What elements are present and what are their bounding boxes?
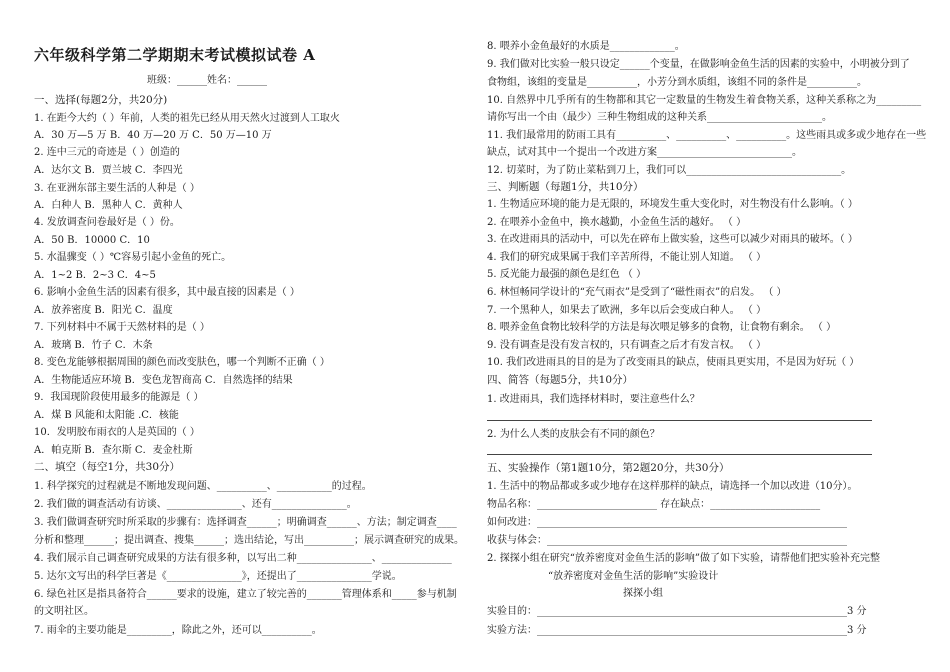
- question-line: 8. 变色龙能够根据周围的颜色而改变肤色，哪一个判断不正确（ ）: [34, 357, 330, 368]
- student-info-line: 班级：______姓名：______: [147, 75, 267, 86]
- question-line: 7. 下列材料中不属于天然材料的是（ ）: [34, 322, 210, 333]
- judgement-item: 3. 在改进雨具的活动中，可以先在碎布上做实验，这些可以减少对雨具的破坏。（ ）: [487, 234, 858, 245]
- options-line: A．放养密度 B．阳光 C．温度: [34, 305, 173, 316]
- answer-line: [487, 420, 872, 421]
- options-line: A．30 万—5 万 B．40 万—20 万 C．50 万—10 万: [34, 130, 272, 141]
- section-heading: 五、实验操作（第1题10分，第2题20分，共30分）: [487, 462, 730, 474]
- question-line: 10. 自然界中几乎所有的生物都和其它一定数量的生物发生着食物关系，这种关系称之为_________: [487, 95, 922, 106]
- question-line: 食物组，该组的变量是__________，小芳分到水质组，该组不同的条件是__________。: [487, 77, 867, 88]
- judgement-item: 4. 我们的研究成果属于我们辛苦所得，不能让别人知道。 （ ）: [487, 252, 767, 263]
- options-line: A．1~2 B．2~3 C．4~5: [34, 270, 156, 281]
- question-line: 分析和整理______；提出调查、搜集______；选出结论，写出__________；展示调查研究的成果。: [34, 535, 464, 546]
- judgement-item: 10. 我们改进雨具的目的是为了改变雨具的缺点，使雨具更实用，不是因为好玩（ ）: [487, 357, 860, 368]
- question-line: 请你写出一个由（最少）三种生物组成的这种关系_______________________。: [487, 112, 832, 123]
- options-line: A．生物能适应环境 B．变色龙智商高 C．自然选择的结果: [34, 375, 293, 386]
- question-line: 5. 水温骤变（ ）℃容易引起小金鱼的死亡。: [34, 252, 232, 263]
- question-line: 2. 探探小组在研究“放养密度对金鱼生活的影响”做了如下实验，请帮他们把实验补充完整: [487, 553, 880, 564]
- judgement-item: 8. 喂养金鱼食物比较科学的方法是每次喂足够多的食物，让食物有剩余。 （ ）: [487, 322, 837, 333]
- options-line: A．达尔文 B．贾兰坡 C．李四光: [34, 165, 183, 176]
- judgement-item: 6. 林恒畅同学设计的“充气雨衣”是受到了“磁性雨衣”的启发。 （ ）: [487, 287, 787, 298]
- question-line: 4. 发放调查问卷最好是（ ）份。: [34, 217, 180, 228]
- question-line: 2. 我们做的调查活动有访谈、_______________、还有_______________。: [34, 499, 357, 510]
- question-line: 2. 为什么人类的皮肤会有不同的颜色？: [487, 429, 660, 440]
- question-line: 2. 连中三元的奇迹是（ ）创造的: [34, 147, 180, 158]
- question-line: 3. 在亚洲东部主要生活的人种是（ ）: [34, 183, 200, 194]
- section-heading: 三、判断题（每题1分，共10分）: [487, 181, 644, 193]
- form-field-line: 如何改进：______________________________________________________________: [487, 517, 847, 528]
- answer-line: [487, 454, 872, 455]
- form-field-line: 实验方法：______________________________________________________________3 分: [487, 625, 867, 636]
- question-line: 缺点，试对其中一个提出一个改进方案___________________________。: [487, 147, 802, 158]
- question-line: 7. 雨伞的主要功能是_________，除此之外，还可以__________。: [34, 625, 322, 636]
- form-field-line: 实验目的：______________________________________________________________3 分: [487, 606, 867, 617]
- question-line: 1. 生活中的物品都或多或少地存在这样那样的缺点，请选择一个加以改进（10分）。: [487, 481, 858, 492]
- form-field-line: 物品名称：________________________ 存在缺点：______________________: [487, 499, 821, 510]
- section-heading: 二、填空（每空1分，共30分）: [34, 461, 181, 473]
- section-heading: 一、选择(每题2分，共20分): [34, 94, 168, 106]
- question-line: 的文明社区。: [34, 606, 94, 617]
- question-line: 1. 科学探究的过程就是不断地发现问题、__________、___________的过程。: [34, 481, 372, 492]
- question-line: 1. 改进雨具，我们选择材料时，要注意些什么？: [487, 394, 700, 405]
- section-heading: 四、简答（每题5分，共10分）: [487, 374, 634, 386]
- question-line: 3. 我们做调查研究时所采取的步骤有：选择调查______；明确调查______、方法；制定调查____: [34, 517, 457, 528]
- question-line: 8. 喂养小金鱼最好的水质是_____________。: [487, 41, 685, 52]
- question-line: 11. 我们最常用的防雨工具有__________、__________、__________。这些雨具或多或少地存在一些: [487, 130, 927, 141]
- question-line: 6. 绿色社区是指具备符合______要求的设施，建立了较完善的_______管理体系和_____参与机制: [34, 589, 457, 600]
- judgement-item: 7. 一个黑种人，如果去了欧洲，多年以后会变成白种人。 （ ）: [487, 305, 767, 316]
- options-line: A．煤 B 风能和太阳能 .C．核能: [34, 410, 179, 421]
- experiment-title: “放养密度对金鱼生活的影响”实验设计: [548, 571, 719, 582]
- question-line: 9. 我们做对比实验一般只设定______个变量，在做影响金鱼生活的因素的实验中，小明被分到了: [487, 59, 910, 70]
- judgement-item: 5. 反光能力最强的颜色是红色 （ ）: [487, 269, 647, 280]
- exam-title: 六年级科学第二学期期末考试模拟试卷 A: [34, 46, 316, 64]
- form-field-line: 收获与体会：____________________________________________________________: [487, 535, 847, 546]
- question-line: 4. 我们展示自己调查研究成果的方法有很多种，以写出二种_______________、______________: [34, 553, 452, 564]
- options-line: A．50 B．10000 C．10: [34, 235, 150, 246]
- judgement-item: 9. 没有调查是没有发言权的，只有调查之后才有发言权。 （ ）: [487, 340, 767, 351]
- options-line: A．帕克斯 B．查尔斯 C．麦金杜斯: [34, 445, 193, 456]
- question-line: 5. 达尔文写出的科学巨著是《_______________》，还提出了_______________学说。: [34, 571, 402, 582]
- options-line: A．白种人 B．黑种人 C．黄种人: [34, 200, 183, 211]
- judgement-item: 1. 生物适应环境的能力是无限的，环境发生重大变化时，对生物没有什么影响。（ ）: [487, 199, 858, 210]
- question-line: 6. 影响小金鱼生活的因素有很多，其中最直接的因素是（ ）: [34, 287, 300, 298]
- options-line: A．玻璃 B．竹子 C．木条: [34, 340, 153, 351]
- question-line: 9．我国现阶段使用最多的能源是（ ）: [34, 392, 204, 403]
- group-name: 探探小组: [623, 588, 663, 599]
- question-line: 12. 切菜时，为了防止菜粘到刀上，我们可以_______________________________。: [487, 165, 852, 176]
- question-line: 10．发明胶布雨衣的人是英国的（ ）: [34, 427, 200, 438]
- judgement-item: 2. 在喂养小金鱼中，换水越勤，小金鱼生活的越好。 （ ）: [487, 217, 747, 228]
- question-line: 1. 在距今大约（ ）年前，人类的祖先已经从用天然火过渡到人工取火: [34, 113, 340, 124]
